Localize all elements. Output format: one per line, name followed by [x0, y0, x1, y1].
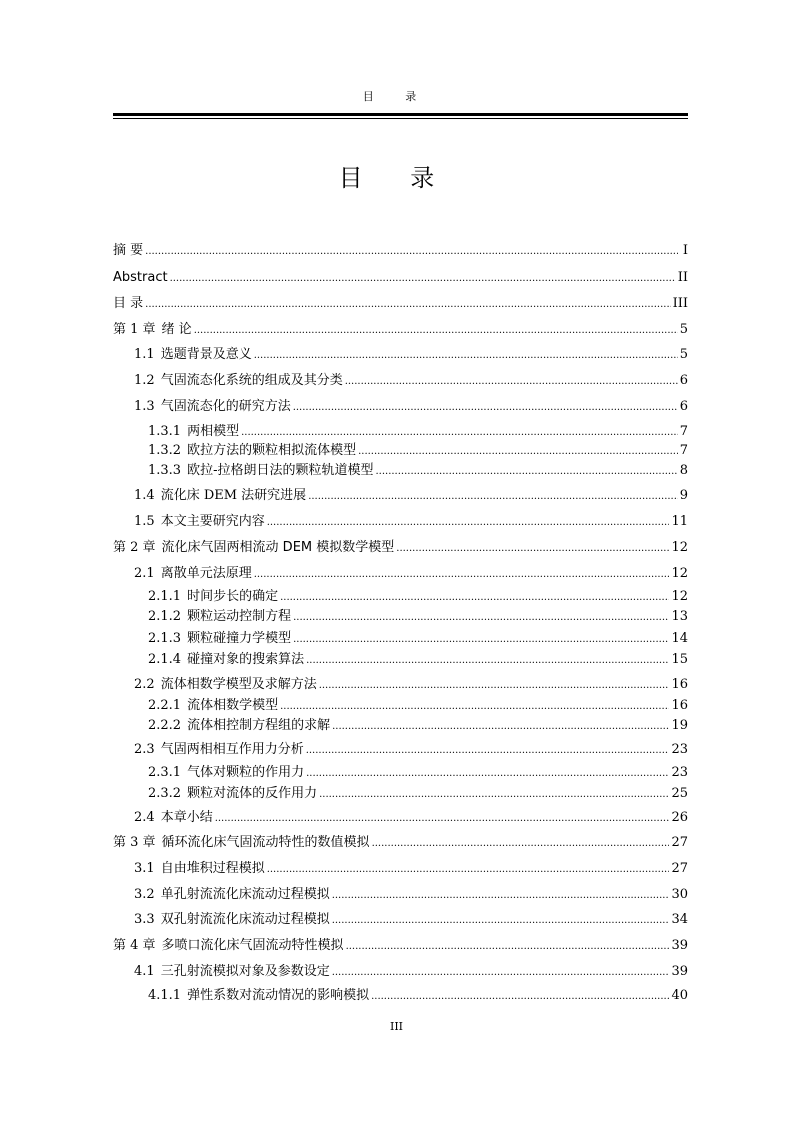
toc-entry-title: 离散单元法原理: [160, 566, 252, 581]
toc-entry-title: 气固两相相互作用力分析: [160, 742, 304, 757]
toc-entry-page: 26: [671, 810, 688, 825]
toc-entry-page: 12: [671, 566, 688, 581]
page-number: III: [389, 1020, 404, 1033]
toc-dot-leader: [241, 425, 678, 441]
toc-entry-title: 气体对颗粒的作用力: [187, 765, 305, 780]
toc-entry-page: 19: [671, 718, 688, 733]
toc-entry[interactable]: [148, 443, 688, 460]
toc-dot-leader: [170, 271, 676, 287]
toc-entry-title: 单孔射流流化床流动过程模拟: [160, 887, 330, 902]
page-title: 目 录: [338, 164, 455, 192]
toc-dot-leader: [375, 464, 677, 480]
toc-entry-number: 2.2: [134, 677, 155, 692]
toc-dot-leader: [306, 766, 669, 782]
toc-dot-leader: [254, 567, 670, 583]
toc-dot-leader: [267, 515, 670, 531]
toc-entry-number: 1.4: [134, 488, 155, 503]
toc-dot-leader: [332, 965, 670, 981]
toc-entry-title: 双孔射流流化床流动过程模拟: [160, 912, 330, 927]
toc-entry-title: 两相模型: [187, 424, 240, 439]
toc-entry-title: 欧拉-拉格朗日法的颗粒轨道模型: [187, 463, 374, 478]
toc-entry-number: 2.3.2: [148, 786, 182, 801]
toc-dot-leader: [396, 541, 669, 557]
toc-entry-title: 气固流态化的研究方法: [160, 399, 291, 414]
toc-entry-page: 25: [671, 786, 688, 801]
toc-entry-number: 3.2: [134, 887, 155, 902]
toc-dot-leader: [194, 323, 678, 339]
toc-entry-page: 5: [679, 322, 688, 337]
toc-dot-leader: [293, 610, 669, 626]
toc-entry-number: 2.3.1: [148, 765, 182, 780]
toc-entry-title: 颗粒对流体的反作用力: [187, 786, 318, 801]
toc-entry[interactable]: [134, 488, 688, 505]
toc-entry-title: 欧拉方法的颗粒相拟流体模型: [187, 443, 357, 458]
toc-entry-number: 2.1.1: [148, 589, 182, 604]
toc-dot-leader: [371, 989, 669, 1005]
toc-entry-number: 2.4: [134, 810, 155, 825]
header-rule-thick: [113, 113, 688, 116]
toc-entry-title: 流化床 DEM 法研究进展: [160, 488, 307, 503]
toc-entry-page: III: [672, 296, 688, 311]
toc-entry-page: 14: [671, 631, 688, 646]
toc-entry-page: 13: [671, 609, 688, 624]
toc-dot-leader: [332, 913, 670, 929]
toc-entry-page: 7: [679, 443, 688, 458]
toc-dot-leader: [293, 632, 669, 648]
toc-entry-page: 15: [671, 652, 688, 667]
toc-entry[interactable]: [113, 322, 688, 339]
toc-entry[interactable]: [113, 835, 688, 852]
toc-entry-number: 1.5: [134, 514, 155, 529]
toc-dot-leader: [346, 939, 670, 955]
toc-dot-leader: [306, 743, 670, 759]
toc-entry-title: 目 录: [113, 296, 144, 311]
toc-entry[interactable]: [134, 887, 688, 904]
toc-entry-title: 选题背景及意义: [160, 347, 252, 362]
toc-dot-leader: [280, 699, 669, 715]
toc-dot-leader: [254, 348, 678, 364]
toc-entry-number: 2.2.1: [148, 698, 182, 713]
toc-entry-page: 6: [679, 373, 688, 388]
toc-entry-title: 流体相控制方程组的求解: [187, 718, 331, 733]
toc-entry[interactable]: [134, 912, 688, 929]
toc-entry-title: 时间步长的确定: [187, 589, 279, 604]
toc-dot-leader: [145, 244, 678, 260]
toc-dot-leader: [280, 590, 669, 606]
toc-entry-title: 流体相数学模型: [187, 698, 279, 713]
toc-entry-number: 1.3.3: [148, 463, 182, 478]
toc-dot-leader: [306, 653, 669, 669]
toc-entry-page: 5: [679, 347, 688, 362]
toc-entry-title: 自由堆积过程模拟: [160, 861, 265, 876]
running-header: 目 录: [362, 90, 431, 103]
toc-entry-page: 12: [671, 589, 688, 604]
toc-entry[interactable]: [113, 270, 688, 287]
toc-entry[interactable]: [113, 938, 688, 955]
toc-entry[interactable]: [148, 589, 688, 606]
toc-entry-number: 第 2 章: [113, 540, 156, 555]
toc-entry-page: 6: [679, 399, 688, 414]
toc-entry-title: 多喷口流化床气固流动特性模拟: [161, 938, 344, 953]
toc-dot-leader: [332, 888, 670, 904]
toc-entry[interactable]: [148, 424, 688, 441]
toc-entry-page: 27: [671, 861, 688, 876]
toc-entry-page: 30: [671, 887, 688, 902]
toc-entry-title: Abstract: [113, 270, 168, 285]
toc-entry-page: 27: [671, 835, 688, 850]
toc-entry-page: 23: [671, 765, 688, 780]
toc-entry-title: 三孔射流模拟对象及参数设定: [160, 964, 330, 979]
toc-entry-number: 1.3.1: [148, 424, 182, 439]
toc-entry-page: 7: [679, 424, 688, 439]
toc-dot-leader: [319, 678, 670, 694]
toc-entry-number: 2.1.2: [148, 609, 182, 624]
toc-entry-title: 气固流态化系统的组成及其分类: [160, 373, 343, 388]
toc-entry-number: 第 4 章: [113, 938, 156, 953]
toc-entry[interactable]: [148, 463, 688, 480]
toc-entry-number: 4.1.1: [148, 988, 182, 1003]
toc-entry[interactable]: [113, 243, 688, 260]
toc-entry-number: 第 3 章: [113, 835, 156, 850]
toc-entry-title: 颗粒运动控制方程: [187, 609, 292, 624]
header-rule-thin: [113, 118, 688, 119]
toc-entry-title: 弹性系数对流动情况的影响模拟: [187, 988, 370, 1003]
toc-dot-leader: [372, 836, 670, 852]
toc-entry[interactable]: [148, 631, 688, 648]
toc-dot-leader: [145, 297, 670, 313]
toc-entry-title: 流化床气固两相流动 DEM 模拟数学模型: [161, 540, 395, 555]
toc-entry-page: II: [677, 270, 688, 285]
toc-entry-title: 循环流化床气固流动特性的数值模拟: [161, 835, 370, 850]
toc-dot-leader: [267, 862, 670, 878]
toc-entry-title: 本文主要研究内容: [160, 514, 265, 529]
toc-entry[interactable]: [134, 677, 688, 694]
toc-entry-number: 2.1: [134, 566, 155, 581]
toc-entry[interactable]: [113, 540, 688, 557]
toc-entry-page: 16: [671, 698, 688, 713]
toc-entry[interactable]: [134, 347, 688, 364]
toc-entry-page: 9: [679, 488, 688, 503]
toc-entry-title: 摘 要: [113, 243, 144, 258]
toc-entry[interactable]: [134, 373, 688, 390]
toc-entry-title: 颗粒碰撞力学模型: [187, 631, 292, 646]
toc-entry-number: 3.1: [134, 861, 155, 876]
toc-dot-leader: [319, 787, 669, 803]
toc-entry[interactable]: [148, 698, 688, 715]
toc-entry[interactable]: [134, 514, 688, 531]
toc-entry[interactable]: [148, 988, 688, 1005]
toc-entry-number: 1.3: [134, 399, 155, 414]
toc-entry-page: 8: [679, 463, 688, 478]
toc-entry-title: 碰撞对象的搜索算法: [187, 652, 305, 667]
toc-entry-page: 12: [671, 540, 688, 555]
toc-entry-number: 1.2: [134, 373, 155, 388]
toc-entry[interactable]: [134, 964, 688, 981]
toc-entry-number: 2.1.4: [148, 652, 182, 667]
toc-entry[interactable]: [134, 861, 688, 878]
toc-entry[interactable]: [148, 786, 688, 803]
toc-entry-title: 绪 论: [161, 322, 192, 337]
toc-entry-number: 2.2.2: [148, 718, 182, 733]
toc-entry-number: 第 1 章: [113, 322, 156, 337]
toc-entry-page: 39: [671, 938, 688, 953]
toc-entry-title: 本章小结: [160, 810, 213, 825]
toc-dot-leader: [345, 374, 678, 390]
toc-entry[interactable]: [148, 765, 688, 782]
toc-entry-number: 1.3.2: [148, 443, 182, 458]
toc-entry-page: 40: [671, 988, 688, 1003]
toc-entry-page: 23: [671, 742, 688, 757]
toc-entry-number: 2.1.3: [148, 631, 182, 646]
toc-entry-page: 39: [671, 964, 688, 979]
toc-entry-page: I: [682, 243, 688, 258]
toc-entry-number: 3.3: [134, 912, 155, 927]
toc-entry-page: 16: [671, 677, 688, 692]
toc-dot-leader: [358, 444, 678, 460]
toc-entry-number: 1.1: [134, 347, 155, 362]
toc-entry[interactable]: [148, 652, 688, 669]
toc-entry[interactable]: [134, 399, 688, 416]
toc-entry[interactable]: [134, 810, 688, 827]
toc-dot-leader: [332, 719, 669, 735]
toc-entry[interactable]: [134, 566, 688, 583]
toc-entry[interactable]: [134, 742, 688, 759]
toc-entry-page: 34: [671, 912, 688, 927]
toc-dot-leader: [215, 811, 670, 827]
toc-entry-page: 11: [671, 514, 688, 529]
toc-entry[interactable]: [148, 609, 688, 626]
toc-entry[interactable]: [113, 296, 688, 313]
toc-entry[interactable]: [148, 718, 688, 735]
toc-dot-leader: [308, 489, 678, 505]
toc-entry-title: 流体相数学模型及求解方法: [160, 677, 317, 692]
toc-entry-number: 2.3: [134, 742, 155, 757]
toc-dot-leader: [293, 400, 678, 416]
toc-entry-number: 4.1: [134, 964, 155, 979]
